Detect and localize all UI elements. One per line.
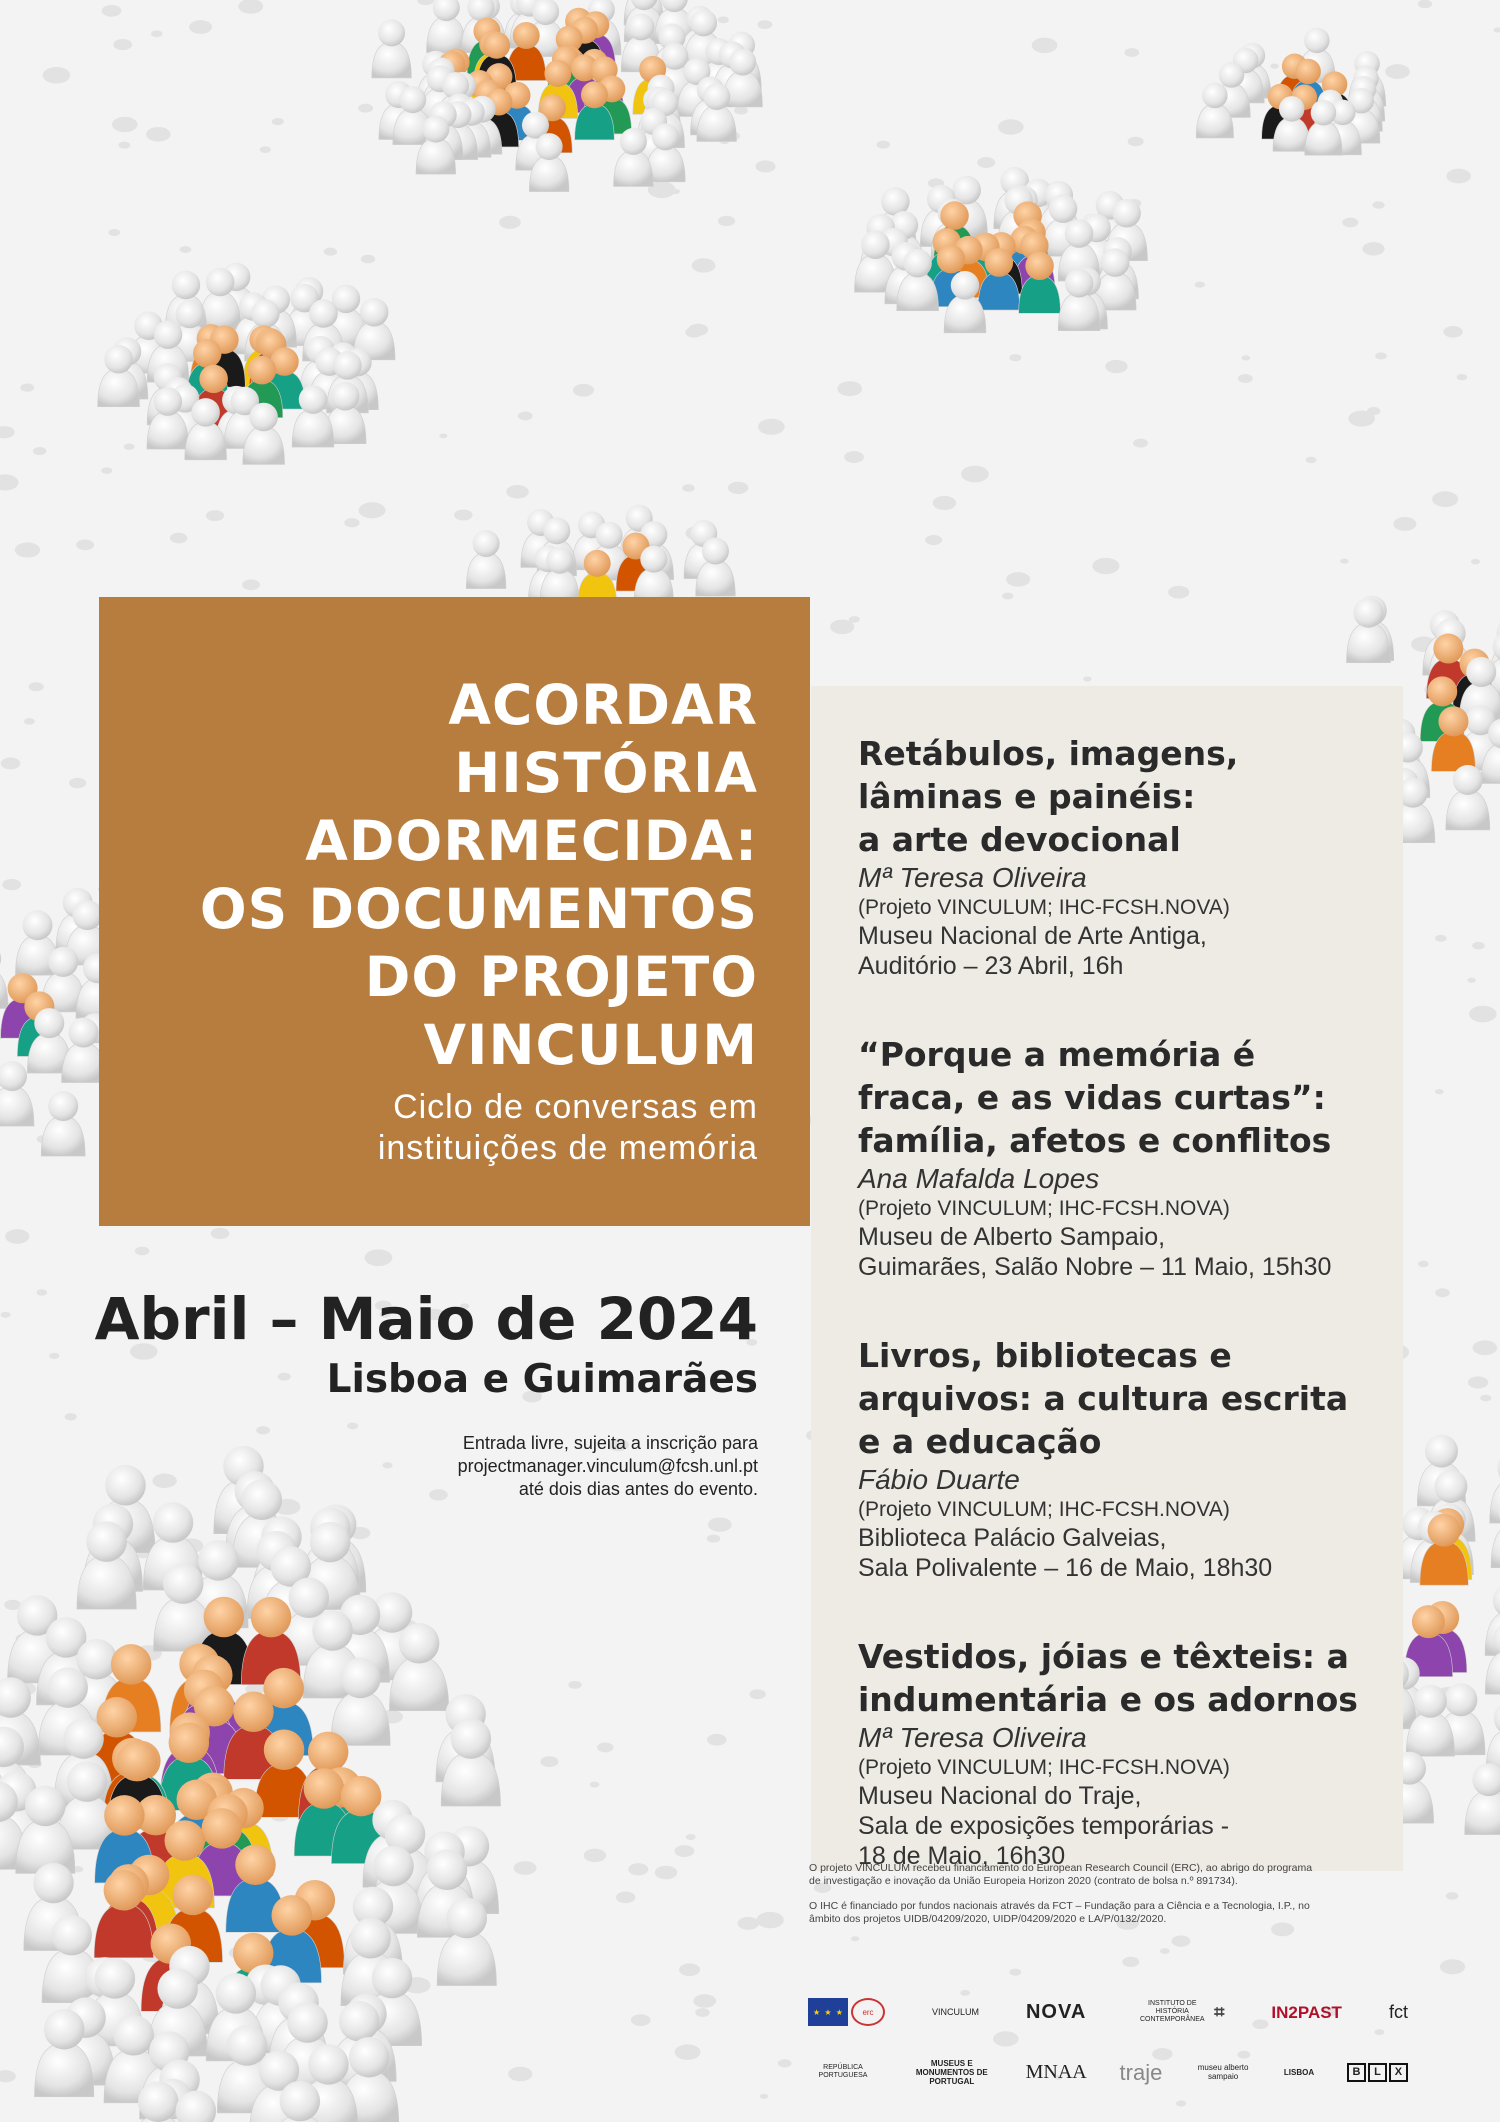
event-venue-line: Biblioteca Palácio Galveias, bbox=[858, 1524, 1167, 1552]
floor-dot bbox=[1002, 592, 1013, 599]
museu-alberto-sampaio-logo: museu alberto sampaio bbox=[1197, 2063, 1249, 2081]
floor-dot bbox=[1168, 586, 1189, 599]
floor-dot bbox=[102, 5, 122, 17]
floor-dot bbox=[151, 30, 162, 37]
floor-dot bbox=[708, 1517, 732, 1531]
funding-paragraph-erc bbox=[809, 1862, 1409, 1888]
floor-dot bbox=[679, 1963, 700, 1976]
subtitle-line: Ciclo de conversas em bbox=[393, 1088, 758, 1126]
floor-dot bbox=[1446, 1892, 1459, 1900]
floor-dot bbox=[737, 1917, 759, 1930]
funding-line: O IHC é financiado por fundos nacionais através da FCT – Fundação para a Ciência e a Tecnologia, I.P., no bbox=[809, 1900, 1310, 1912]
floor-dot bbox=[1457, 374, 1467, 380]
floor-dot bbox=[758, 419, 785, 435]
funding-line: O projeto VINCULUM recebeu financiamento do European Research Council (ERC), ao abrigo do programa bbox=[809, 1862, 1313, 1874]
floor-dot bbox=[1340, 559, 1348, 564]
title-line: DO PROJETO bbox=[364, 945, 758, 1009]
floor-dot bbox=[1238, 374, 1253, 383]
floor-dot bbox=[1, 1312, 11, 1318]
blx-letter: B bbox=[1347, 2063, 1366, 2082]
floor-dot bbox=[152, 1474, 176, 1489]
floor-dot bbox=[1418, 0, 1432, 8]
entry-line: Entrada livre, sujeita a inscrição para bbox=[462, 1433, 758, 1453]
floor-dot bbox=[189, 20, 212, 34]
floor-dot bbox=[65, 1413, 77, 1420]
event-title-line: Vestidos, jóias e têxteis: a bbox=[858, 1637, 1349, 1676]
event-venue-line: Sala de exposições temporárias - bbox=[858, 1812, 1230, 1840]
floor-dot bbox=[1083, 676, 1092, 681]
floor-dot bbox=[211, 1228, 230, 1239]
floor-dot bbox=[1435, 1288, 1450, 1297]
floor-dot bbox=[1009, 354, 1021, 361]
title-line: HISTÓRIA bbox=[454, 741, 758, 805]
floor-dot bbox=[146, 127, 170, 142]
floor-dot bbox=[1306, 457, 1317, 464]
floor-dot bbox=[1372, 201, 1384, 208]
funding-line: de investigação e inovação da União Europeia Horizon 2020 (contrato de bolsa n.º 891734). bbox=[809, 1875, 1238, 1887]
event-speaker: Ana Mafalda Lopes bbox=[858, 1163, 1100, 1194]
floor-dot bbox=[1124, 48, 1139, 57]
traje-logo: traje bbox=[1119, 2059, 1163, 2085]
floor-dot bbox=[361, 255, 376, 264]
event-venue-line: Museu Nacional do Traje, bbox=[858, 1782, 1142, 1810]
floor-dot bbox=[20, 383, 34, 391]
blx-letter: L bbox=[1368, 2063, 1387, 2082]
event-speaker: Fábio Duarte bbox=[858, 1464, 1020, 1495]
funding-paragraph-fct bbox=[809, 1900, 1409, 1926]
floor-dot bbox=[33, 447, 46, 455]
floor-dot bbox=[1473, 1340, 1498, 1355]
eu-flag-icon bbox=[808, 1998, 848, 2026]
event-cities: Lisboa e Guimarães bbox=[326, 1357, 758, 1402]
floor-dot bbox=[597, 1742, 613, 1752]
floor-dot bbox=[454, 509, 472, 520]
event-title-line: “Porque a memória é bbox=[858, 1035, 1256, 1074]
floor-dot bbox=[1393, 517, 1416, 531]
floor-dot bbox=[1440, 1959, 1465, 1974]
floor-dot bbox=[849, 616, 860, 623]
event-title-line: a arte devocional bbox=[858, 820, 1181, 859]
floor-dot bbox=[686, 1834, 696, 1840]
event-venue-line: Auditório – 23 Abril, 16h bbox=[858, 952, 1124, 980]
event-title-line: indumentária e os adornos bbox=[858, 1680, 1358, 1719]
floor-dot bbox=[118, 142, 130, 149]
registration-email: projectmanager.vinculum@fcsh.unl.pt bbox=[457, 1456, 758, 1476]
event-title-line: Retábulos, imagens, bbox=[858, 734, 1239, 773]
floor-dot bbox=[113, 39, 132, 50]
event-title-line: lâminas e painéis: bbox=[858, 777, 1196, 816]
floor-dot bbox=[206, 510, 224, 521]
mnaa-logo: MNAA bbox=[1025, 2060, 1087, 2083]
event-affiliation: (Projeto VINCULUM; IHC-FCSH.NOVA) bbox=[858, 1756, 1230, 1779]
republica-portuguesa-logo: REPÚBLICA PORTUGUESA bbox=[818, 2064, 868, 2079]
floor-dot bbox=[49, 1353, 59, 1359]
floor-dot bbox=[135, 1247, 150, 1256]
floor-dot bbox=[272, 118, 284, 125]
floor-dot bbox=[1270, 64, 1279, 69]
floor-dot bbox=[242, 579, 260, 590]
floor-dot bbox=[628, 1863, 648, 1875]
floor-dot bbox=[682, 484, 695, 492]
floor-dot bbox=[616, 1892, 635, 1904]
events-panel bbox=[811, 686, 1403, 1871]
title-line: ADORMECIDA: bbox=[305, 809, 758, 873]
museus-monumentos-logo: MUSEUS E MONUMENTOS DE PORTUGAL bbox=[915, 2058, 988, 2086]
floor-dot bbox=[584, 1849, 607, 1863]
floor-dot bbox=[499, 216, 521, 229]
floor-dot bbox=[256, 1426, 270, 1434]
floor-dot bbox=[76, 540, 94, 551]
floor-dot bbox=[43, 67, 71, 84]
date-block bbox=[95, 1284, 758, 1406]
floor-dot bbox=[734, 106, 748, 114]
floor-dot bbox=[514, 1861, 537, 1875]
floor-dot bbox=[1006, 572, 1030, 586]
floor-dot bbox=[728, 482, 749, 494]
ihc-logo bbox=[1133, 2000, 1224, 2024]
title-box bbox=[99, 597, 810, 1226]
subtitle-line: instituições de memória bbox=[377, 1129, 758, 1167]
floor-dot bbox=[1122, 1957, 1139, 1967]
floor-dot bbox=[877, 141, 890, 149]
event-affiliation: (Projeto VINCULUM; IHC-FCSH.NOVA) bbox=[858, 896, 1230, 919]
floor-dot bbox=[1432, 491, 1458, 507]
floor-dot bbox=[439, 434, 447, 439]
entry-info bbox=[458, 1432, 758, 1501]
floor-dot bbox=[1472, 942, 1485, 950]
event-speaker: Mª Teresa Oliveira bbox=[858, 862, 1087, 893]
fct-logo: fct bbox=[1388, 2001, 1408, 2022]
title-line: OS DOCUMENTOS bbox=[199, 877, 758, 941]
ihc-mark-icon: ⌗ bbox=[1214, 2001, 1225, 2022]
floor-dot bbox=[998, 119, 1024, 134]
event-venue-line: Museu de Alberto Sampaio, bbox=[858, 1223, 1166, 1251]
partner-logos-row-1 bbox=[808, 1990, 1408, 2034]
floor-dot bbox=[1471, 559, 1480, 564]
blx-logo bbox=[1347, 2063, 1408, 2082]
floor-dot bbox=[108, 229, 120, 236]
floor-dot bbox=[1195, 282, 1205, 288]
event-title-line: fraca, e as vidas curtas”: bbox=[858, 1078, 1326, 1117]
floor-dot bbox=[718, 16, 729, 23]
floor-dot bbox=[757, 20, 772, 29]
floor-dot bbox=[757, 1912, 784, 1928]
floor-dot bbox=[1, 758, 21, 770]
floor-dot bbox=[347, 1423, 358, 1430]
floor-dot bbox=[760, 2094, 768, 2099]
floor-dot bbox=[180, 246, 192, 253]
lisboa-logo: LISBOA bbox=[1283, 2067, 1315, 2077]
floor-dot bbox=[1128, 137, 1144, 147]
floor-dot bbox=[1092, 558, 1119, 574]
event-speaker: Mª Teresa Oliveira bbox=[858, 1722, 1087, 1753]
floor-dot bbox=[508, 2067, 532, 2082]
floor-dot bbox=[29, 682, 44, 691]
floor-dot bbox=[359, 502, 386, 518]
floor-dot bbox=[2, 879, 21, 890]
funding-notice bbox=[809, 1862, 1409, 1938]
floor-dot bbox=[590, 1782, 600, 1788]
floor-dot bbox=[925, 535, 942, 545]
floor-dot bbox=[573, 384, 594, 397]
floor-dot bbox=[1446, 169, 1471, 184]
ihc-label: INSTITUTO DE HISTÓRIA CONTEMPORÂNEA bbox=[1140, 2000, 1205, 2023]
event-affiliation: (Projeto VINCULUM; IHC-FCSH.NOVA) bbox=[858, 1498, 1230, 1521]
vinculum-logo: VINCULUM bbox=[931, 2006, 979, 2017]
floor-dot bbox=[1342, 218, 1358, 228]
title-line: ACORDAR bbox=[448, 673, 758, 737]
event-venue-line: 18 de Maio, 16h30 bbox=[858, 1842, 1066, 1870]
eu-flag-logo bbox=[808, 1998, 885, 2026]
entry-line: até dois dias antes do evento. bbox=[518, 1479, 758, 1499]
floor-dot bbox=[382, 1462, 392, 1468]
floor-dot bbox=[749, 1689, 765, 1699]
floor-dot bbox=[69, 778, 86, 788]
blx-letter: X bbox=[1389, 2063, 1408, 2082]
floor-dot bbox=[933, 496, 956, 510]
nova-logo: NOVA bbox=[1025, 2000, 1087, 2023]
floor-dot bbox=[844, 451, 864, 463]
floor-dot bbox=[961, 466, 989, 483]
floor-dot bbox=[358, 104, 373, 113]
floor-dot bbox=[692, 258, 716, 272]
in2past-logo: IN2PAST bbox=[1271, 2002, 1342, 2022]
floor-dot bbox=[977, 157, 995, 168]
floor-dot bbox=[1468, 1376, 1488, 1388]
event-venue-line: Sala Polivalente – 16 de Maio, 18h30 bbox=[858, 1554, 1273, 1582]
event-title-line: Livros, bibliotecas e bbox=[858, 1336, 1232, 1375]
floor-dot bbox=[15, 542, 40, 557]
floor-dot bbox=[429, 1489, 448, 1500]
floor-dot bbox=[1009, 1969, 1021, 1976]
event-item bbox=[858, 732, 1383, 981]
floor-dot bbox=[693, 1994, 716, 2008]
event-title-line: e a educação bbox=[858, 1422, 1102, 1461]
floor-dot bbox=[707, 1535, 720, 1543]
floor-dot bbox=[707, 1734, 726, 1746]
floor-dot bbox=[324, 248, 337, 256]
funding-line: âmbito dos projetos UIDB/04209/2020, UIDP/04209/2020 e LA/P/0132/2020. bbox=[809, 1913, 1167, 1925]
event-venue-line: Guimarães, Salão Nobre – 11 Maio, 15h30 bbox=[858, 1253, 1332, 1281]
floor-dot bbox=[5, 1229, 29, 1244]
partner-logos-row-2 bbox=[808, 2050, 1408, 2094]
floor-dot bbox=[1435, 1089, 1444, 1094]
event-title-line: arquivos: a cultura escrita bbox=[858, 1379, 1349, 1418]
erc-logo: erc bbox=[851, 1998, 885, 2026]
floor-dot bbox=[837, 381, 862, 396]
floor-dot bbox=[568, 1681, 581, 1689]
floor-dot bbox=[24, 718, 35, 725]
floor-dot bbox=[112, 117, 138, 132]
title-line: VINCULUM bbox=[423, 1013, 758, 1077]
floor-dot bbox=[1375, 352, 1387, 359]
floor-dot bbox=[1160, 1948, 1170, 1954]
floor-dot bbox=[1241, 355, 1250, 360]
floor-dot bbox=[1469, 1006, 1497, 1023]
floor-dot bbox=[675, 2044, 701, 2059]
floor-dot bbox=[675, 1845, 695, 1857]
floor-dot bbox=[688, 324, 708, 336]
floor-dot bbox=[364, 1249, 392, 1266]
floor-dot bbox=[1418, 1261, 1429, 1268]
floor-dot bbox=[756, 160, 776, 172]
floor-dot bbox=[344, 518, 359, 527]
floor-dot bbox=[101, 467, 112, 474]
floor-dot bbox=[1362, 242, 1384, 255]
floor-dot bbox=[718, 216, 735, 226]
floor-dot bbox=[1105, 360, 1127, 373]
subtitle bbox=[139, 1087, 758, 1169]
event-affiliation: (Projeto VINCULUM; IHC-FCSH.NOVA) bbox=[858, 1197, 1230, 1220]
floor-dot bbox=[1443, 326, 1462, 338]
event-title-line: família, afetos e conflitos bbox=[858, 1121, 1332, 1160]
floor-dot bbox=[1480, 1395, 1491, 1402]
floor-dot bbox=[695, 2008, 710, 2017]
floor-dot bbox=[540, 1756, 558, 1767]
floor-dot bbox=[1435, 935, 1447, 942]
event-item bbox=[858, 1334, 1383, 1583]
floor-dot bbox=[518, 412, 533, 421]
floor-dot bbox=[631, 2014, 651, 2026]
event-item bbox=[858, 1033, 1383, 1282]
floor-dot bbox=[1385, 64, 1410, 79]
floor-dot bbox=[655, 1866, 677, 1879]
floor-dot bbox=[124, 443, 135, 449]
event-dates: Abril – Maio de 2024 bbox=[94, 1285, 758, 1353]
floor-dot bbox=[778, 2059, 792, 2067]
floor-dot bbox=[1176, 2100, 1186, 2106]
floor-dot bbox=[1367, 407, 1381, 415]
event-venue-line: Museu Nacional de Arte Antiga, bbox=[858, 922, 1207, 950]
floor-dot bbox=[36, 1289, 47, 1295]
floor-dot bbox=[1133, 439, 1148, 448]
floor-dot bbox=[506, 485, 529, 499]
event-item bbox=[858, 1635, 1383, 1871]
floor-dot bbox=[170, 533, 187, 543]
floor-dot bbox=[1467, 978, 1475, 983]
floor-dot bbox=[260, 146, 271, 153]
floor-dot bbox=[1032, 38, 1058, 53]
